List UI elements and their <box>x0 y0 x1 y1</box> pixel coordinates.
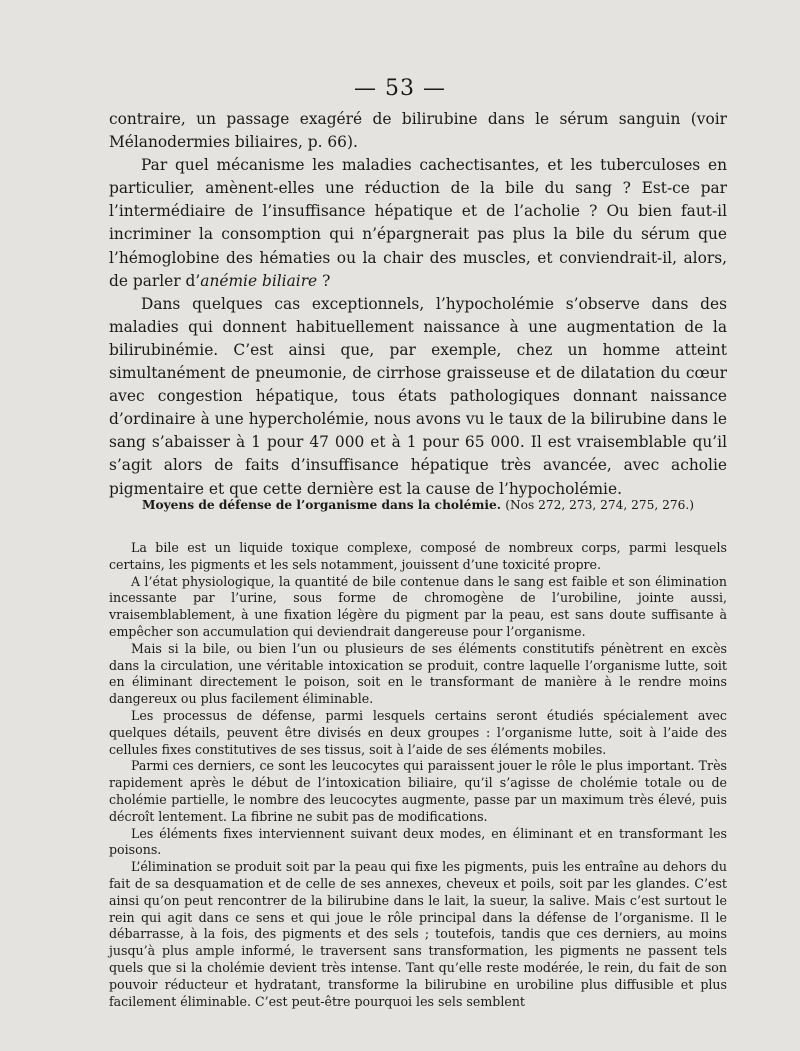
section-paragraph-5: Parmi ces derniers, ce sont les leucocytes qui paraissent jouer le rôle le plus important. Très rapidement après le début de l’intoxication biliaire, qu’il s’agisse de cholémie totale ou de cholémie partielle, le nombre des leucocytes augmente, passe par un maximum très élevé, puis décroît lentement. La fibrine ne subit pas de modifications. <box>109 758 727 824</box>
page-number: — 53 — <box>354 76 446 101</box>
section-paragraph-7: L’élimination se produit soit par la peau qui fixe les pigments, puis les entraîne au dehors du fait de sa desquamation et de celle de ses annexes, cheveux et poils, soit par les glandes. C’est ainsi qu’on peut rencontrer de la bilirubine dans le lait, la sueur, la salive. Mais c’est surtout le rein qui agit dans ce sens et qui joue le rôle principal dans la défense de l’organisme. Il le débarrasse, à la fois, des pigments et des sels ; toutefois, tandis que ces derniers, au moins jusqu’à plus ample informé, le traversent sans transformation, les pigments ne passent tels quels que si la cholémie devient très intense. Tant qu’elle reste modérée, le rein, du fait de son pouvoir réducteur et hydratant, transforme la bilirubine en urobiline plus diffusible et plus facilement éliminable. C’est peut-être pourquoi les sels semblent <box>109 859 727 1009</box>
section-paragraph-6: Les éléments fixes interviennent suivant deux modes, en éliminant et en transformant les poisons. <box>109 825 727 858</box>
section-paragraph-4: Les processus de défense, parmi lesquels certains seront étudiés spécialement avec quelques détails, peuvent être divisés en deux groupes : l’organisme lutte, soit à l’aide des cellules fixes constitutives de ses tissus, soit à l’aide de ses éléments mobiles. <box>109 707 727 757</box>
section-paragraph-2: A l’état physiologique, la quantité de bile contenue dans le sang est faible et son élimination incessante par l’urine, sous forme de chromogène de l’urobiline, jointe aussi, vraisemblablement, à une fixation légère du pigment par la peau, est sans doute suffisante à empêcher son accumulation qui deviendrait dangereuse pour l’organisme. <box>109 573 727 639</box>
main-body-text <box>109 108 727 501</box>
paragraph-2-end: ? <box>317 271 331 290</box>
section-references: (Nos 272, 273, 274, 275, 276.) <box>505 498 695 512</box>
paragraph-2-text: Par quel mécanisme les maladies cachectisantes, et les tuberculoses en particulier, amènent-elles une réduction de la bile du sang ? Est-ce par l’intermédiaire de l’insuffisance hépatique et de l’acholie ? Ou bien faut-il incriminer la consomption qui n’épargnerait pas plus la bile du sérum que l’hémoglobine des hématies ou la chair des muscles, et conviendrait-il, alors, de parler d’ <box>109 156 727 290</box>
paragraph-2-italic-term: anémie biliaire <box>200 271 318 290</box>
section-body-text <box>109 540 727 1010</box>
section-title: Moyens de défense de l’organisme dans la cholémie. <box>141 498 501 512</box>
paragraph-2 <box>109 154 727 293</box>
paragraph-1: contraire, un passage exagéré de bilirubine dans le sérum sanguin (voir Mélanodermies biliaires, p. 66). <box>109 110 727 152</box>
section-heading <box>109 498 727 512</box>
section-paragraph-1: La bile est un liquide toxique complexe, composé de nombreux corps, parmi lesquels certains, les pigments et les sels notamment, jouissent d’une toxicité propre. <box>109 540 727 572</box>
section-paragraph-3: Mais si la bile, ou bien l’un ou plusieurs de ses éléments constitutifs pénètrent en excès dans la circulation, une véritable intoxication se produit, contre laquelle l’organisme lutte, soit en éliminant directement le poison, soit en le transformant de manière à le rendre moins dangereux ou plus facilement éliminable. <box>109 640 727 707</box>
paragraph-3: Dans quelques cas exceptionnels, l’hypocholémie s’observe dans des maladies qui donnent habituellement naissance à une augmentation de la bilirubinémie. C’est ainsi que, par exemple, chez un homme atteint simultanément de pneumonie, de cirrhose graisseuse et de dilatation du cœur avec congestion hépatique, tous états pathologiques donnant naissance d’ordinaire à une hypercholémie, nous avons vu le taux de la bilirubine dans le sang s’abaisser à 1 pour 47 000 et à 1 pour 65 000. Il est vraisemblable qu’il s’agit alors de faits d’insuffisance hépatique très avancée, avec acholie pigmentaire et que cette dernière est la cause de l’hypocholémie. <box>109 294 727 498</box>
